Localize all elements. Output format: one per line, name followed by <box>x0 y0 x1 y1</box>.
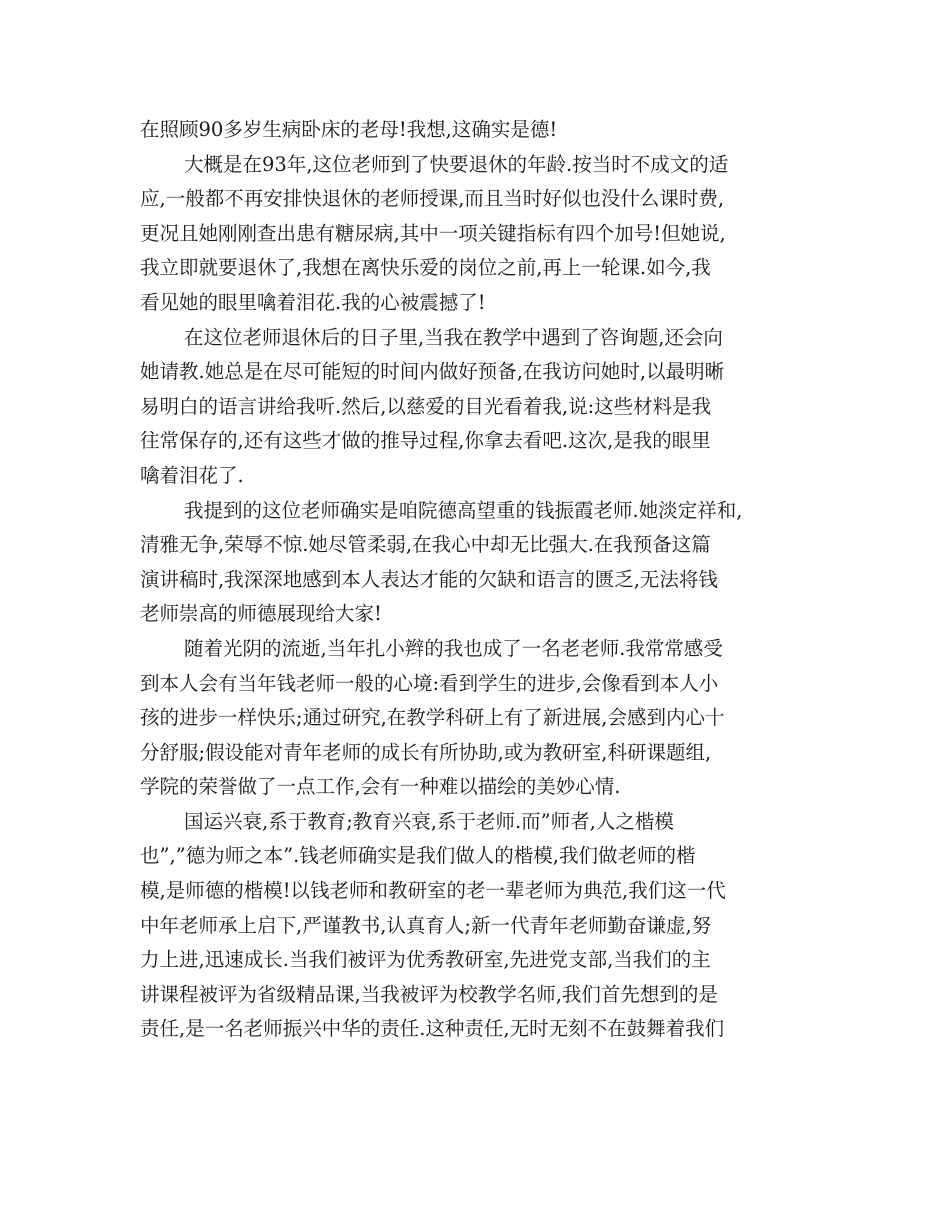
body-text <box>140 113 820 1047</box>
text-line: 演讲稿时,我深深地感到本人表达才能的欠缺和语言的匮乏,无法将钱 <box>140 567 718 591</box>
text-line: 应,一般都不再安排快退休的老师授课,而且当时好似也没什么课时费, <box>140 187 725 211</box>
text-line: 模,是师德的楷模!以钱老师和教研室的老一辈老师为典范,我们这一代 <box>140 879 726 903</box>
text-line: 易明白的语言讲给我听.然后,以慈爱的目光看着我,说:这些材料是我 <box>140 394 712 418</box>
text-line: 孩的进步一样快乐;通过研究,在教学科研上有了新进展,会感到内心十 <box>140 706 725 730</box>
text-line: 随着光阴的流逝,当年扎小辫的我也成了一名老老师.我常常感受 <box>184 636 723 660</box>
text-line: 噙着泪花了. <box>140 463 244 487</box>
text-line: 更况且她刚刚查出患有糖尿病,其中一项关键指标有四个加号!但她说, <box>140 221 726 245</box>
text-line: 老师崇高的师德展现给大家! <box>140 602 382 626</box>
text-line: 在这位老师退休后的日子里,当我在教学中遇到了咨询题,还会向 <box>184 325 723 349</box>
text-line: 国运兴衰,系于教育;教育兴衰,系于老师.而”师者,人之楷模 <box>184 809 674 833</box>
text-line: 我提到的这位老师确实是咱院德高望重的钱振霞老师.她淡定祥和, <box>184 498 743 522</box>
text-line: 我立即就要退休了,我想在离快乐爱的岗位之前,再上一轮课.如今,我 <box>140 256 711 280</box>
text-line: 她请教.她总是在尽可能短的时间内做好预备,在我访问她时,以最明晰 <box>140 360 725 384</box>
text-line: 往常保存的,还有这些才做的推导过程,你拿去看吧.这次,是我的眼里 <box>140 429 711 453</box>
text-line: 到本人会有当年钱老师一般的心境:看到学生的进步,会像看到本人小 <box>140 671 719 695</box>
text-line: 责任,是一名老师振兴中华的责任.这种责任,无时无刻不在鼓舞着我们 <box>140 1017 725 1041</box>
text-line: 大概是在93年,这位老师到了快要退休的年龄.按当时不成文的适 <box>184 152 729 176</box>
text-line: 分舒服;假设能对青年老师的成长有所协助,或为教研室,科研课题组, <box>140 740 712 764</box>
text-line: 力上进,迅速成长.当我们被评为优秀教研室,先进党支部,当我们的主 <box>140 948 711 972</box>
text-line: 清雅无争,荣辱不惊.她尽管柔弱,在我心中却无比强大.在我预备这篇 <box>140 533 711 557</box>
text-line: 看见她的眼里噙着泪花.我的心被震撼了! <box>140 290 486 314</box>
text-line: 中年老师承上启下,严谨教书,认真育人;新一代青年老师勤奋谦虚,努 <box>140 913 712 937</box>
text-line: 讲课程被评为省级精品课,当我被评为校教学名师,我们首先想到的是 <box>140 982 718 1006</box>
text-line: 也”,”德为师之本”.钱老师确实是我们做人的楷模,我们做老师的楷 <box>140 844 696 868</box>
text-line: 学院的荣誉做了一点工作,会有一种难以描绘的美妙心情. <box>140 775 621 799</box>
text-line: 在照顾90多岁生病卧床的老母!我想,这确实是德! <box>140 118 558 141</box>
